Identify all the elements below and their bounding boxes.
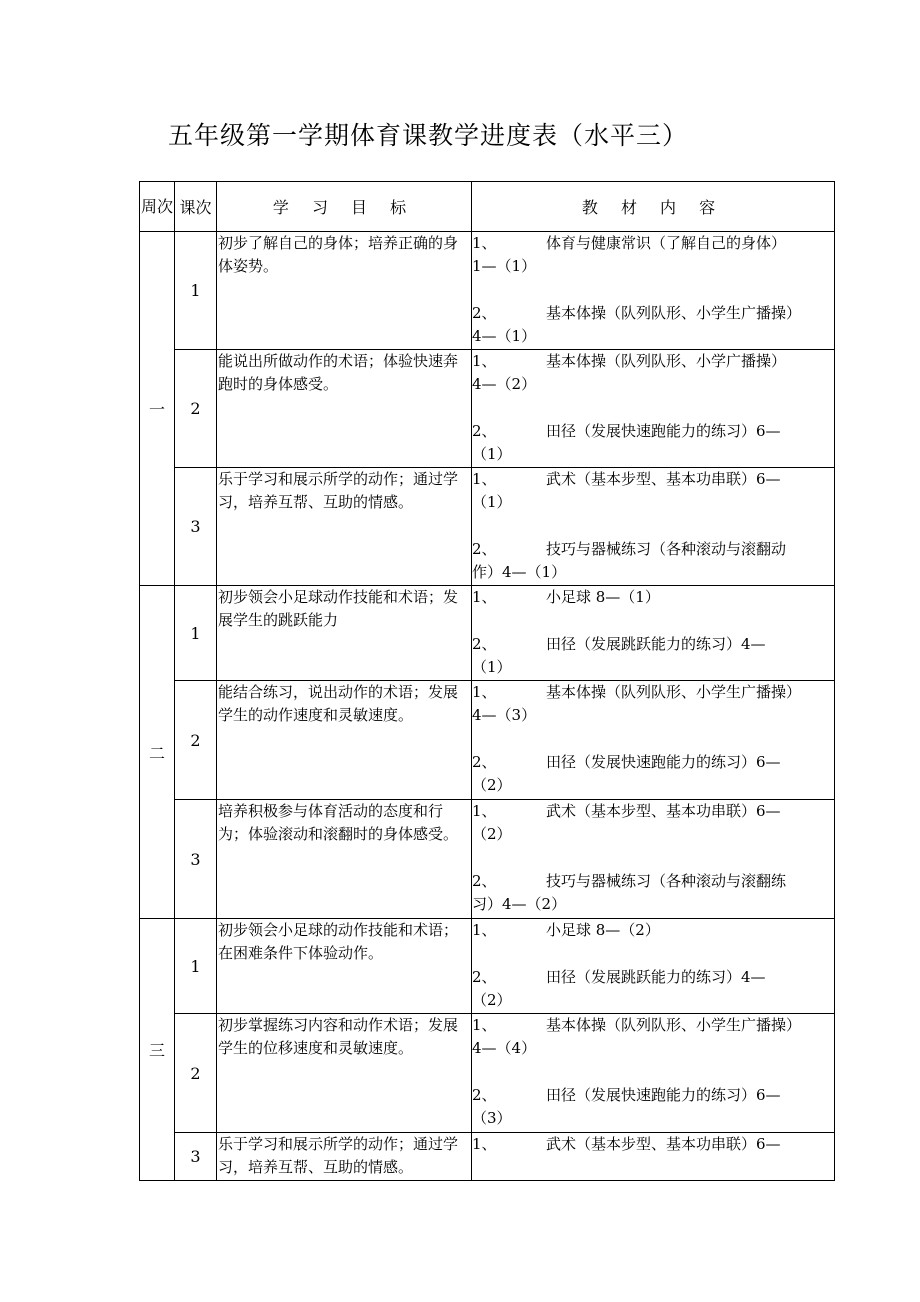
content-item-text: 田径（发展快速跑能力的练习）6— bbox=[546, 1086, 781, 1104]
learning-goal-cell: 乐于学习和展示所学的动作；通过学习，培养互帮、互助的情感。 bbox=[217, 468, 472, 586]
content-item-number: 1、 bbox=[472, 1135, 497, 1153]
teaching-content-cell bbox=[472, 681, 835, 800]
lesson-number-cell: 3 bbox=[175, 800, 217, 919]
content-item bbox=[472, 1133, 834, 1156]
learning-goal-cell: 初步掌握练习内容和动作术语；发展学生的位移速度和灵敏速度。 bbox=[217, 1014, 472, 1133]
content-item-number: 2、 bbox=[472, 635, 497, 653]
learning-goal-cell: 乐于学习和展示所学的动作；通过学习，培养互帮、互助的情感。 bbox=[217, 1133, 472, 1181]
content-item bbox=[472, 870, 834, 916]
content-item bbox=[472, 350, 834, 396]
content-item bbox=[472, 633, 834, 679]
header-content: 教 材 内 容 bbox=[472, 182, 835, 232]
content-item bbox=[472, 751, 834, 797]
table-row bbox=[140, 1133, 835, 1181]
item-spacer bbox=[472, 727, 834, 751]
lesson-number-cell: 1 bbox=[175, 919, 217, 1014]
content-item bbox=[472, 468, 834, 514]
learning-goal-cell: 初步了解自己的身体；培养正确的身体姿势。 bbox=[217, 232, 472, 350]
content-item-text: 技巧与器械练习（各种滚动与滚翻动 bbox=[546, 540, 787, 558]
content-item bbox=[472, 420, 834, 466]
lesson-number-cell: 3 bbox=[175, 1133, 217, 1181]
week-cell: 三 bbox=[140, 919, 175, 1181]
table-row bbox=[140, 919, 835, 1014]
table-row bbox=[140, 681, 835, 800]
content-item-text: 基本体操（队列队形、小学生广播操） bbox=[546, 304, 802, 322]
content-item-number: 1、 bbox=[472, 921, 497, 939]
content-item-continuation: 作）4—（1） bbox=[472, 563, 567, 581]
content-item-text: 基本体操（队列队形、小学生广播操） bbox=[546, 683, 802, 701]
content-item-continuation: 4—（3） bbox=[472, 706, 537, 724]
lesson-number-cell: 1 bbox=[175, 232, 217, 350]
content-item-number: 2、 bbox=[472, 753, 497, 771]
content-item-number: 1、 bbox=[472, 588, 497, 606]
teaching-content-cell bbox=[472, 350, 835, 468]
content-item-continuation: （2） bbox=[472, 991, 512, 1009]
content-item bbox=[472, 1084, 834, 1130]
content-item bbox=[472, 919, 834, 942]
teaching-content-cell bbox=[472, 919, 835, 1014]
content-item-continuation: 1—（1） bbox=[472, 257, 537, 275]
content-item-number: 2、 bbox=[472, 540, 497, 558]
content-item-number: 1、 bbox=[472, 683, 497, 701]
content-item-continuation: （2） bbox=[472, 825, 512, 843]
lesson-number-cell: 2 bbox=[175, 1014, 217, 1133]
content-item-continuation: 4—（2） bbox=[472, 375, 537, 393]
header-goal: 学 习 目 标 bbox=[217, 182, 472, 232]
teaching-content-cell bbox=[472, 800, 835, 919]
teaching-content-cell bbox=[472, 468, 835, 586]
content-item-text: 武术（基本步型、基本功串联）6— bbox=[546, 470, 781, 488]
learning-goal-cell: 能说出所做动作的术语；体验快速奔跑时的身体感受。 bbox=[217, 350, 472, 468]
item-spacer bbox=[472, 514, 834, 538]
content-item-number: 2、 bbox=[472, 422, 497, 440]
content-item-text: 小足球 8—（1） bbox=[546, 588, 660, 606]
content-item-continuation: （1） bbox=[472, 445, 512, 463]
content-item-continuation: 4—（4） bbox=[472, 1039, 537, 1057]
table-row bbox=[140, 586, 835, 681]
week-cell: 一 bbox=[140, 232, 175, 586]
schedule-body bbox=[140, 232, 835, 1181]
content-item bbox=[472, 1014, 834, 1060]
content-item-number: 1、 bbox=[472, 352, 497, 370]
content-item bbox=[472, 302, 834, 348]
schedule-table bbox=[139, 181, 835, 1181]
content-item-number: 2、 bbox=[472, 872, 497, 890]
page-title: 五年级第一学期体育课教学进度表（水平三） bbox=[168, 121, 689, 150]
content-item-number: 1、 bbox=[472, 1016, 497, 1034]
teaching-content-cell bbox=[472, 1014, 835, 1133]
content-item bbox=[472, 800, 834, 846]
content-item-text: 技巧与器械练习（各种滚动与滚翻练 bbox=[546, 872, 787, 890]
content-item-continuation: （1） bbox=[472, 493, 512, 511]
header-row bbox=[140, 182, 835, 232]
content-item-text: 基本体操（队列队形、小学广播操） bbox=[546, 352, 787, 370]
content-item-text: 小足球 8—（2） bbox=[546, 921, 660, 939]
table-row bbox=[140, 350, 835, 468]
content-item-continuation: （1） bbox=[472, 658, 512, 676]
header-week: 周次 bbox=[140, 182, 175, 232]
content-item-continuation: （3） bbox=[472, 1109, 512, 1127]
header-lesson: 课次 bbox=[175, 182, 217, 232]
content-item bbox=[472, 586, 834, 609]
item-spacer bbox=[472, 942, 834, 966]
teaching-content-cell bbox=[472, 1133, 835, 1181]
item-spacer bbox=[472, 278, 834, 302]
item-spacer bbox=[472, 609, 834, 633]
table-row bbox=[140, 800, 835, 919]
content-item-number: 2、 bbox=[472, 1086, 497, 1104]
week-cell: 二 bbox=[140, 586, 175, 919]
content-item-continuation: 4—（1） bbox=[472, 327, 537, 345]
content-item-continuation: 习）4—（2） bbox=[472, 895, 567, 913]
item-spacer bbox=[472, 846, 834, 870]
lesson-number-cell: 1 bbox=[175, 586, 217, 681]
table-row bbox=[140, 468, 835, 586]
content-item-number: 1、 bbox=[472, 234, 497, 252]
content-item-number: 2、 bbox=[472, 968, 497, 986]
content-item-text: 武术（基本步型、基本功串联）6— bbox=[546, 1135, 781, 1153]
content-item-text: 武术（基本步型、基本功串联）6— bbox=[546, 802, 781, 820]
lesson-number-cell: 2 bbox=[175, 350, 217, 468]
lesson-number-cell: 3 bbox=[175, 468, 217, 586]
content-item-continuation: （2） bbox=[472, 776, 512, 794]
learning-goal-cell: 能结合练习，说出动作的术语；发展学生的动作速度和灵敏速度。 bbox=[217, 681, 472, 800]
table-row bbox=[140, 1014, 835, 1133]
content-item-number: 2、 bbox=[472, 304, 497, 322]
table-row bbox=[140, 232, 835, 350]
content-item bbox=[472, 681, 834, 727]
content-item-text: 田径（发展快速跑能力的练习）6— bbox=[546, 422, 781, 440]
content-item bbox=[472, 966, 834, 1012]
content-item-text: 田径（发展跳跃能力的练习）4— bbox=[546, 968, 766, 986]
learning-goal-cell: 初步领会小足球动作技能和术语；发展学生的跳跃能力 bbox=[217, 586, 472, 681]
content-item-number: 1、 bbox=[472, 470, 497, 488]
content-item bbox=[472, 538, 834, 584]
item-spacer bbox=[472, 396, 834, 420]
learning-goal-cell: 初步领会小足球的动作技能和术语；在困难条件下体验动作。 bbox=[217, 919, 472, 1014]
item-spacer bbox=[472, 1060, 834, 1084]
content-item-text: 田径（发展快速跑能力的练习）6— bbox=[546, 753, 781, 771]
content-item-text: 基本体操（队列队形、小学生广播操） bbox=[546, 1016, 802, 1034]
teaching-content-cell bbox=[472, 232, 835, 350]
teaching-content-cell bbox=[472, 586, 835, 681]
content-item-text: 体育与健康常识（了解自己的身体） bbox=[546, 234, 787, 252]
content-item-number: 1、 bbox=[472, 802, 497, 820]
content-item bbox=[472, 232, 834, 278]
lesson-number-cell: 2 bbox=[175, 681, 217, 800]
content-item-text: 田径（发展跳跃能力的练习）4— bbox=[546, 635, 766, 653]
learning-goal-cell: 培养积极参与体育活动的态度和行为；体验滚动和滚翻时的身体感受。 bbox=[217, 800, 472, 919]
